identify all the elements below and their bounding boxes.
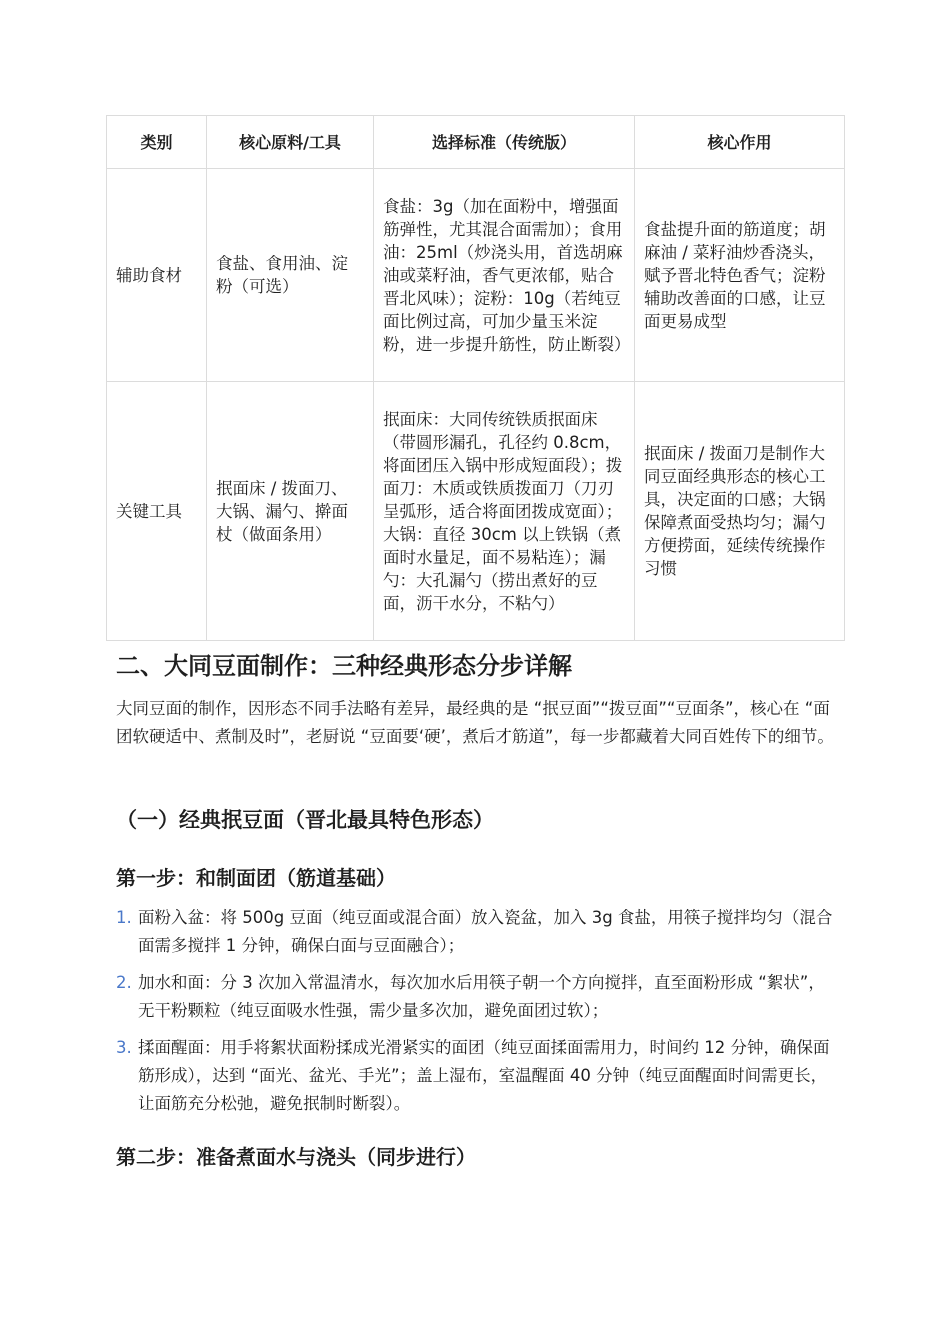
ingredients-tools-table: [106, 115, 845, 641]
step-heading: 第一步：和制面团（筋道基础）: [116, 866, 396, 890]
cell-standard: 食盐：3g（加在面粉中，增强面筋弹性，尤其混合面需加）；食用油：25ml（炒浇头用，首选胡麻油或菜籽油，香气更浓郁，贴合晋北风味）；淀粉：10g（若纯豆面比例过高，可加少量玉米淀粉，进一步提升筋性，防止断裂）: [374, 169, 635, 382]
header-material: 核心原料/工具: [207, 116, 374, 169]
table-row: [107, 169, 845, 382]
list-item: [116, 1034, 838, 1118]
subsection-heading: （一）经典抿豆面（晋北最具特色形态）: [116, 808, 494, 832]
cell-category: 辅助食材: [107, 169, 207, 382]
cell-role: 抿面床 / 拨面刀是制作大同豆面经典形态的核心工具，决定面的口感；大锅保障煮面受热均匀；漏勺方便捞面，延续传统操作习惯: [635, 382, 845, 641]
list-item: [116, 904, 838, 960]
cell-material: 食盐、食用油、淀粉（可选）: [207, 169, 374, 382]
header-category: 类别: [107, 116, 207, 169]
steps-list: [116, 904, 838, 1127]
list-number: 2.: [116, 973, 132, 992]
cell-role: 食盐提升面的筋道度；胡麻油 / 菜籽油炒香浇头，赋予晋北特色香气；淀粉辅助改善面的口感，让豆面更易成型: [635, 169, 845, 382]
list-item: [116, 969, 838, 1025]
header-role: 核心作用: [635, 116, 845, 169]
table-header-row: [107, 116, 845, 169]
cell-category: 关键工具: [107, 382, 207, 641]
cell-standard: 抿面床：大同传统铁质抿面床（带圆形漏孔，孔径约 0.8cm，将面团压入锅中形成短面段）；拨面刀：木质或铁质拨面刀（刀刃呈弧形，适合将面团拨成宽面）；大锅：直径 30cm 以上铁锅（煮面时水量足，面不易粘连）；漏勺：大孔漏勺（捞出煮好的豆面，沥干水分，不粘勺）: [374, 382, 635, 641]
list-item-text: 加水和面：分 3 次加入常温清水，每次加水后用筷子朝一个方向搅拌，直至面粉形成 “絮状”，无干粉颗粒（纯豆面吸水性强，需少量多次加，避免面团过软）；: [138, 973, 825, 1020]
list-number: 3.: [116, 1038, 132, 1057]
list-item-text: 揉面醒面：用手将絮状面粉揉成光滑紧实的面团（纯豆面揉面需用力，时间约 12 分钟，确保面筋形成），达到 “面光、盆光、手光”；盖上湿布，室温醒面 40 分钟（纯豆面醒面时间需更长，让面筋充分松弛，避免抿制时断裂）。: [138, 1038, 830, 1113]
table-row: [107, 382, 845, 641]
cell-material: 抿面床 / 拨面刀、大锅、漏勺、擀面杖（做面条用）: [207, 382, 374, 641]
list-item-text: 面粉入盆：将 500g 豆面（纯豆面或混合面）放入瓷盆，加入 3g 食盐，用筷子搅拌均匀（混合面需多搅拌 1 分钟，确保白面与豆面融合）；: [138, 908, 833, 955]
section-intro-paragraph: 大同豆面的制作，因形态不同手法略有差异，最经典的是 “抿豆面”“拨豆面”“豆面条”，核心在 “面团软硬适中、煮制及时”，老厨说 “豆面要‘硬’，煮后才筋道”，每一步都藏着大同百姓传下的细节。: [116, 699, 834, 746]
section-heading: 二、大同豆面制作：三种经典形态分步详解: [116, 652, 572, 680]
list-number: 1.: [116, 908, 132, 927]
header-standard: 选择标准（传统版）: [374, 116, 635, 169]
step-heading: 第二步：准备煮面水与浇头（同步进行）: [116, 1145, 476, 1169]
